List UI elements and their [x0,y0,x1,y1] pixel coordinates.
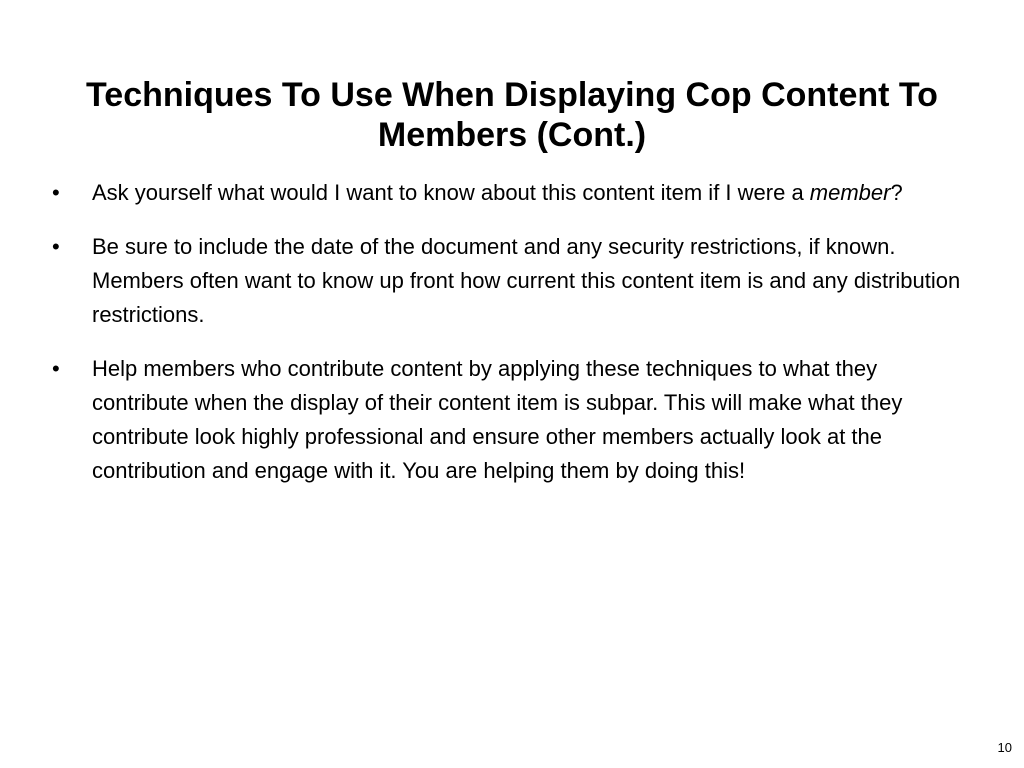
bullet-point-icon: • [52,180,60,205]
bullet-item-1 [48,176,968,210]
page-number: 10 [997,740,1012,755]
slide-title [70,75,954,155]
bullet-point-icon: • [52,234,60,259]
bullet-text-1 [92,180,903,205]
bullet-text-2: Be sure to include the date of the document and any security restrictions, if known. Members often want to know up front how current this content item is and any distribution restrictions. [92,234,961,327]
slide-title-line-2: Members (Cont.) [377,115,647,154]
bullet-item-2 [48,230,968,332]
slide-title-line-1: Techniques To Use When Displaying Cop Content To [86,75,938,114]
bullet-text-1-part-2: ? [890,180,903,205]
bullet-list [48,176,968,508]
bullet-point-icon: • [52,356,60,381]
bullet-text-3: Help members who contribute content by applying these techniques to what they contribute when the display of their content item is subpar. This will make what they contribute look highly professional and ensure other members actually look at the contribution and engage with it. You are helping them by doing this! [92,356,903,483]
bullet-item-3 [48,352,968,488]
bullet-text-1-part-1: Ask yourself what would I want to know about this content item if I were a [92,180,810,205]
bullet-text-1-emphasis: member [809,180,891,205]
